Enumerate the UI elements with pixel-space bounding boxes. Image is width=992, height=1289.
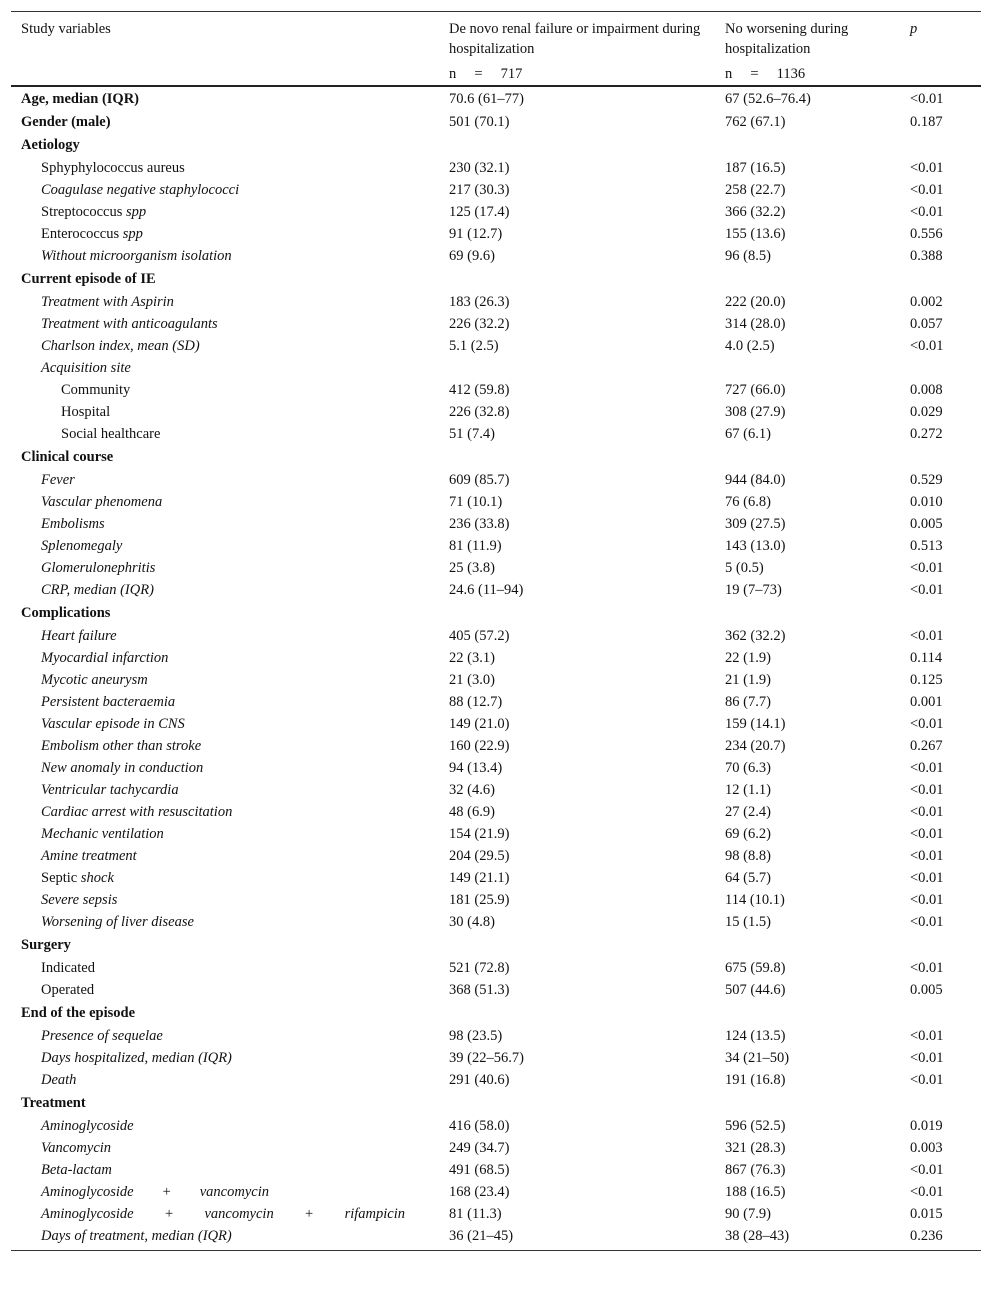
cell-no-worsening: 143 (13.0) [725, 538, 786, 554]
cell-renal: 160 (22.9) [449, 738, 510, 754]
cell-renal: 125 (17.4) [449, 204, 510, 220]
cell-p: <0.01 [910, 848, 944, 864]
table-row [11, 579, 981, 601]
cell-no-worsening: 12 (1.1) [725, 782, 771, 798]
cell-renal: 149 (21.0) [449, 716, 510, 732]
cell-p: 0.010 [910, 494, 943, 510]
cell-p: <0.01 [910, 870, 944, 886]
row-label: Worsening of liver disease [41, 914, 194, 930]
cell-no-worsening: 187 (16.5) [725, 160, 786, 176]
cell-no-worsening: 19 (7–73) [725, 582, 782, 598]
cell-p: 0.002 [910, 294, 943, 310]
row-label [11, 1181, 439, 1203]
cell-renal: 236 (33.8) [449, 516, 510, 532]
cell-no-worsening: 366 (32.2) [725, 204, 786, 220]
cell-p: 0.015 [910, 1206, 943, 1222]
cell-renal: 24.6 (11–94) [449, 582, 524, 598]
row-label: Mechanic ventilation [41, 826, 164, 842]
row-label [11, 867, 439, 889]
cell-no-worsening: 867 (76.3) [725, 1162, 786, 1178]
row-label: Acquisition site [41, 360, 131, 376]
row-label: Mycotic aneurysm [41, 672, 148, 688]
section-row [11, 1091, 981, 1115]
table-row [11, 845, 981, 867]
cell-no-worsening: 34 (21–50) [725, 1050, 790, 1066]
table-header [11, 12, 981, 87]
row-label: Indicated [41, 960, 95, 976]
cell-p: <0.01 [910, 1072, 944, 1088]
label-plus: + [162, 1184, 171, 1200]
table-row [11, 691, 981, 713]
cell-no-worsening: 22 (1.9) [725, 650, 771, 666]
section-treatment: Treatment [21, 1095, 86, 1111]
cell-p: 0.556 [910, 226, 943, 242]
header-renal-failure: De novo renal failure or impairment during hospitalization [439, 12, 715, 60]
table-row [11, 423, 981, 445]
results-table-container [11, 11, 981, 1251]
cell-renal: 21 (3.0) [449, 672, 495, 688]
label-word: Aminoglycoside [41, 1184, 134, 1200]
label-word: Aminoglycoside [41, 1206, 134, 1222]
cell-p: <0.01 [910, 582, 944, 598]
cell-renal: 5.1 (2.5) [449, 338, 499, 354]
cell-no-worsening: 507 (44.6) [725, 982, 786, 998]
cell-renal: 48 (6.9) [449, 804, 495, 820]
row-label: Cardiac arrest with resuscitation [41, 804, 233, 820]
table-row [11, 889, 981, 911]
cell-p: 0.236 [900, 1225, 981, 1251]
table-row [11, 647, 981, 669]
cell-no-worsening: 5 (0.5) [725, 560, 764, 576]
table-row [11, 1159, 981, 1181]
cell-renal: 30 (4.8) [449, 914, 495, 930]
table-row [11, 1069, 981, 1091]
table-row [11, 491, 981, 513]
cell-renal: 217 (30.3) [449, 182, 510, 198]
cell-renal: 25 (3.8) [449, 560, 495, 576]
cell-no-worsening: 86 (7.7) [725, 694, 771, 710]
cell-p: <0.01 [910, 338, 944, 354]
cell-renal: 501 (70.1) [449, 114, 510, 130]
header-blank [11, 59, 439, 86]
row-label: Treatment with anticoagulants [41, 316, 218, 332]
table-row [11, 1203, 981, 1225]
cell-renal: 149 (21.1) [449, 870, 510, 886]
cell-p: 0.267 [910, 738, 943, 754]
label-word: vancomycin [199, 1184, 269, 1200]
label-species: spp [125, 204, 147, 220]
cell-no-worsening: 67 (52.6–76.4) [725, 91, 811, 107]
cell-p: <0.01 [910, 892, 944, 908]
row-label: Without microorganism isolation [41, 248, 232, 264]
cell-no-worsening: 124 (13.5) [725, 1028, 786, 1044]
table-row [11, 1181, 981, 1203]
table-row [11, 867, 981, 889]
row-label: Charlson index, mean (SD) [41, 338, 200, 354]
label-genus: Enterococcus [41, 226, 123, 242]
cell-p: <0.01 [910, 1028, 944, 1044]
row-label: Death [41, 1072, 77, 1088]
cell-no-worsening: 596 (52.5) [725, 1118, 786, 1134]
row-label: Community [61, 382, 131, 398]
row-label: Severe sepsis [41, 892, 118, 908]
cell-renal: 36 (21–45) [439, 1225, 715, 1251]
study-variables-table [11, 11, 981, 1251]
section-row [11, 133, 981, 157]
cell-renal: 491 (68.5) [449, 1162, 510, 1178]
table-row [11, 379, 981, 401]
row-label: Treatment with Aspirin [41, 294, 174, 310]
cell-renal: 609 (85.7) [449, 472, 510, 488]
cell-renal: 291 (40.6) [449, 1072, 510, 1088]
cell-no-worsening: 114 (10.1) [725, 892, 785, 908]
table-row [11, 111, 981, 133]
table-row [11, 1137, 981, 1159]
row-label: Days hospitalized, median (IQR) [41, 1050, 232, 1066]
table-row [11, 1025, 981, 1047]
cell-no-worsening: 675 (59.8) [725, 960, 786, 976]
table-row [11, 735, 981, 757]
cell-p: 0.125 [910, 672, 943, 688]
row-label: Age, median (IQR) [21, 91, 140, 107]
cell-p: <0.01 [910, 182, 944, 198]
header-blank-p [900, 59, 981, 86]
cell-renal: 204 (29.5) [449, 848, 510, 864]
cell-renal: 94 (13.4) [449, 760, 503, 776]
section-row [11, 1001, 981, 1025]
cell-renal: 368 (51.3) [449, 982, 510, 998]
cell-renal: 51 (7.4) [449, 426, 495, 442]
row-label: Glomerulonephritis [41, 560, 156, 576]
table-row [11, 557, 981, 579]
cell-p: 0.114 [910, 650, 943, 666]
table-row [11, 201, 981, 223]
label-species: spp [122, 226, 143, 242]
cell-p: <0.01 [910, 716, 944, 732]
cell-no-worsening: 76 (6.8) [725, 494, 771, 510]
cell-p: 0.005 [910, 516, 943, 532]
cell-renal: 412 (59.8) [449, 382, 510, 398]
row-label: Aminoglycoside [41, 1118, 134, 1134]
table-row [11, 335, 981, 357]
header-n-renal [439, 59, 715, 86]
cell-no-worsening: 90 (7.9) [725, 1206, 771, 1222]
n-no-worsening-value: n = 1136 [725, 66, 806, 82]
table-row [11, 291, 981, 313]
cell-renal: 88 (12.7) [449, 694, 503, 710]
table-row [11, 357, 981, 379]
table-row [11, 911, 981, 933]
cell-no-worsening: 155 (13.6) [725, 226, 786, 242]
table-row [11, 86, 981, 111]
cell-renal: 226 (32.2) [449, 316, 510, 332]
cell-renal: 168 (23.4) [449, 1184, 510, 1200]
cell-renal: 70.6 (61–77) [449, 91, 524, 107]
cell-no-worsening: 258 (22.7) [725, 182, 786, 198]
cell-renal: 32 (4.6) [449, 782, 495, 798]
label-part: Septic [41, 870, 81, 886]
section-complications: Complications [21, 605, 111, 621]
row-label: New anomaly in conduction [41, 760, 204, 776]
row-label: Persistent bacteraemia [41, 694, 176, 710]
cell-p: 0.029 [910, 404, 943, 420]
cell-p: 0.057 [910, 316, 943, 332]
cell-p: 0.003 [910, 1140, 943, 1156]
row-label: Fever [41, 472, 75, 488]
table-row [11, 469, 981, 491]
cell-no-worsening: 69 (6.2) [725, 826, 771, 842]
cell-no-worsening: 222 (20.0) [725, 294, 786, 310]
cell-p: <0.01 [910, 1162, 944, 1178]
cell-no-worsening: 38 (28–43) [715, 1225, 900, 1251]
cell-p: <0.01 [910, 160, 944, 176]
table-row [11, 401, 981, 423]
label-word: rifampicin [344, 1206, 405, 1222]
table-row [11, 157, 981, 179]
row-label: Operated [41, 982, 95, 998]
cell-no-worsening: 96 (8.5) [725, 248, 771, 264]
cell-p: <0.01 [910, 782, 944, 798]
cell-renal: 154 (21.9) [449, 826, 510, 842]
justified-label [41, 1203, 405, 1225]
cell-p: <0.01 [910, 204, 944, 220]
cell-renal: 71 (10.1) [449, 494, 503, 510]
cell-renal: 249 (34.7) [449, 1140, 510, 1156]
row-label [11, 223, 439, 245]
label-plus: + [305, 1206, 314, 1222]
section-aetiology: Aetiology [21, 137, 80, 153]
cell-p: 0.008 [910, 382, 943, 398]
row-label: Vancomycin [41, 1140, 112, 1156]
cell-renal: 226 (32.8) [449, 404, 510, 420]
section-row [11, 601, 981, 625]
cell-no-worsening: 67 (6.1) [725, 426, 771, 442]
table-row [11, 245, 981, 267]
row-label: Embolism other than stroke [41, 738, 202, 754]
cell-no-worsening: 27 (2.4) [725, 804, 771, 820]
cell-p: <0.01 [910, 914, 944, 930]
table-row [11, 513, 981, 535]
cell-renal: 183 (26.3) [449, 294, 510, 310]
table-row [11, 669, 981, 691]
cell-p: <0.01 [910, 826, 944, 842]
table-row [11, 313, 981, 335]
cell-renal: 416 (58.0) [449, 1118, 510, 1134]
table-row [11, 823, 981, 845]
cell-no-worsening: 4.0 (2.5) [725, 338, 775, 354]
cell-p: 0.388 [910, 248, 943, 264]
cell-no-worsening: 727 (66.0) [725, 382, 786, 398]
section-current-episode: Current episode of IE [21, 271, 156, 287]
cell-no-worsening: 98 (8.8) [725, 848, 771, 864]
section-end-of-episode: End of the episode [21, 1005, 136, 1021]
row-label: Vascular episode in CNS [41, 716, 185, 732]
table-row [11, 223, 981, 245]
cell-p: <0.01 [910, 1184, 944, 1200]
table-row [11, 801, 981, 823]
table-row [11, 979, 981, 1001]
cell-renal: 69 (9.6) [449, 248, 495, 264]
cell-renal: 230 (32.1) [449, 160, 510, 176]
row-label: Myocardial infarction [41, 650, 169, 666]
header-study-variables: Study variables [11, 12, 439, 60]
cell-renal: 91 (12.7) [449, 226, 503, 242]
cell-no-worsening: 159 (14.1) [725, 716, 786, 732]
row-label: Heart failure [41, 628, 117, 644]
header-p-value: p [900, 12, 981, 60]
cell-p: <0.01 [910, 560, 944, 576]
row-label: Social healthcare [61, 426, 161, 442]
cell-renal: 22 (3.1) [449, 650, 495, 666]
cell-p: <0.01 [910, 760, 944, 776]
row-label: Sphyphylococcus aureus [41, 160, 185, 176]
section-row [11, 445, 981, 469]
cell-p: 0.272 [910, 426, 943, 442]
row-label: Days of treatment, median (IQR) [11, 1225, 439, 1251]
cell-renal: 98 (23.5) [449, 1028, 503, 1044]
header-n-no-worsening [715, 59, 900, 86]
justified-label [41, 1181, 269, 1203]
row-label: Hospital [61, 404, 111, 420]
table-row [11, 713, 981, 735]
cell-no-worsening: 314 (28.0) [725, 316, 786, 332]
cell-p: 0.005 [910, 982, 943, 998]
cell-no-worsening: 191 (16.8) [725, 1072, 786, 1088]
row-label: Amine treatment [41, 848, 137, 864]
label-part-italic: shock [80, 870, 114, 886]
cell-p: <0.01 [910, 628, 944, 644]
cell-p: <0.01 [910, 960, 944, 976]
label-plus: + [164, 1206, 174, 1222]
table-row [11, 779, 981, 801]
table-row [11, 179, 981, 201]
cell-no-worsening: 21 (1.9) [725, 672, 771, 688]
cell-no-worsening: 188 (16.5) [725, 1184, 786, 1200]
cell-p: <0.01 [910, 804, 944, 820]
cell-p: 0.001 [910, 694, 943, 710]
cell-renal: 81 (11.9) [449, 538, 502, 554]
cell-no-worsening: 234 (20.7) [725, 738, 786, 754]
cell-renal: 39 (22–56.7) [449, 1050, 524, 1066]
cell-p: 0.187 [910, 114, 943, 130]
cell-renal: 405 (57.2) [449, 628, 510, 644]
cell-no-worsening: 70 (6.3) [725, 760, 771, 776]
cell-no-worsening: 362 (32.2) [725, 628, 786, 644]
cell-renal: 181 (25.9) [449, 892, 510, 908]
label-genus: Streptococcus [41, 204, 126, 220]
label-word: vancomycin [204, 1206, 274, 1222]
table-row [11, 1115, 981, 1137]
table-row [11, 535, 981, 557]
section-row [11, 267, 981, 291]
row-label: Gender (male) [21, 114, 111, 130]
n-renal-value: n = 717 [449, 66, 523, 82]
row-label: Presence of sequelae [41, 1028, 163, 1044]
row-label: Vascular phenomena [41, 494, 163, 510]
table-body [11, 86, 981, 1251]
row-label: CRP, median (IQR) [41, 582, 154, 598]
table-row [11, 957, 981, 979]
row-label: Ventricular tachycardia [41, 782, 179, 798]
row-label: Splenomegaly [41, 538, 123, 554]
cell-renal: 81 (11.3) [449, 1206, 502, 1222]
section-row [11, 933, 981, 957]
cell-p: 0.513 [910, 538, 943, 554]
section-clinical-course: Clinical course [21, 449, 114, 465]
section-surgery: Surgery [21, 937, 71, 953]
table-row [11, 1225, 981, 1251]
header-no-worsening: No worsening during hospitalization [715, 12, 900, 60]
table-row [11, 757, 981, 779]
row-label: Embolisms [41, 516, 105, 532]
cell-no-worsening: 321 (28.3) [725, 1140, 786, 1156]
cell-no-worsening: 944 (84.0) [725, 472, 786, 488]
cell-no-worsening: 308 (27.9) [725, 404, 786, 420]
row-label [11, 1203, 439, 1225]
cell-no-worsening: 15 (1.5) [725, 914, 771, 930]
row-label: Coagulase negative staphylococci [41, 182, 240, 198]
cell-no-worsening: 762 (67.1) [725, 114, 786, 130]
row-label [11, 201, 439, 223]
cell-p: <0.01 [910, 91, 944, 107]
row-label: Beta-lactam [41, 1162, 112, 1178]
cell-no-worsening: 309 (27.5) [725, 516, 786, 532]
table-row [11, 625, 981, 647]
cell-p: 0.529 [910, 472, 943, 488]
cell-p: 0.019 [910, 1118, 943, 1134]
cell-p: <0.01 [910, 1050, 944, 1066]
table-row [11, 1047, 981, 1069]
cell-renal: 521 (72.8) [449, 960, 510, 976]
cell-no-worsening: 64 (5.7) [725, 870, 771, 886]
